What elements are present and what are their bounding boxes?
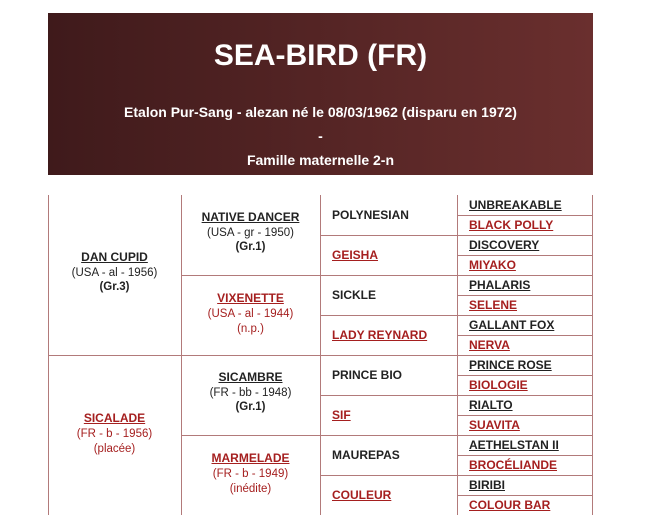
gen3-name[interactable]: MAUREPAS bbox=[332, 448, 400, 462]
gen3-name[interactable]: LADY REYNARD bbox=[332, 328, 428, 342]
gen4-cell bbox=[469, 335, 594, 355]
dam-info: (FR - b - 1956) bbox=[76, 428, 153, 440]
gen3-cell bbox=[332, 435, 457, 475]
gen4-cell bbox=[469, 355, 594, 375]
gen4-cell bbox=[469, 235, 594, 255]
gen3-cell bbox=[332, 355, 457, 395]
grandsire-paternal-info: (USA - gr - 1950) bbox=[207, 227, 294, 239]
gen4-cell bbox=[469, 195, 594, 215]
gen4-name[interactable]: SELENE bbox=[469, 298, 518, 312]
gen4-cell bbox=[469, 215, 594, 235]
gen4-name[interactable]: COLOUR BAR bbox=[469, 498, 551, 512]
gen4-name[interactable]: MIYAKO bbox=[469, 258, 516, 272]
header-separator: - bbox=[318, 128, 323, 144]
gen3-cell bbox=[332, 195, 457, 235]
horse-description: Etalon Pur-Sang - alezan né le 08/03/1962 (disparu en 1972) bbox=[124, 104, 517, 120]
gen4-name[interactable]: BIRIBI bbox=[469, 478, 505, 492]
sire-info: (USA - al - 1956) bbox=[71, 267, 158, 279]
gen4-name[interactable]: RIALTO bbox=[469, 398, 513, 412]
gen3-cell bbox=[332, 275, 457, 315]
granddam-paternal-info: (USA - al - 1944) bbox=[207, 308, 294, 320]
granddam-paternal-name[interactable]: VIXENETTE bbox=[217, 291, 284, 305]
gen4-name[interactable]: PHALARIS bbox=[469, 278, 531, 292]
gen3-cell bbox=[332, 315, 457, 355]
grandsire-maternal-info: (FR - bb - 1948) bbox=[209, 387, 292, 399]
gen4-cell bbox=[469, 395, 594, 415]
gen4-cell bbox=[469, 435, 594, 455]
gen4-name[interactable]: GALLANT FOX bbox=[469, 318, 555, 332]
gen3-cell bbox=[332, 395, 457, 435]
grandsire-paternal-rating: (Gr.1) bbox=[235, 241, 266, 253]
gen4-cell bbox=[469, 455, 594, 475]
gen4-name[interactable]: DISCOVERY bbox=[469, 238, 540, 252]
granddam-maternal-rating: (inédite) bbox=[229, 483, 272, 495]
granddam-maternal-info: (FR - b - 1949) bbox=[212, 468, 289, 480]
gen4-cell bbox=[469, 255, 594, 275]
maternal-family: Famille maternelle 2-n bbox=[246, 152, 395, 168]
gen3-name[interactable]: POLYNESIAN bbox=[332, 208, 409, 222]
gen4-name[interactable]: BLACK POLLY bbox=[469, 218, 554, 232]
gen4-name[interactable]: UNBREAKABLE bbox=[469, 198, 562, 212]
dam-cell bbox=[48, 411, 181, 455]
gen3-cell bbox=[332, 235, 457, 275]
pedigree-table bbox=[48, 195, 593, 515]
gen4-name[interactable]: BROCÉLIANDE bbox=[469, 458, 558, 472]
granddam-paternal-cell bbox=[181, 291, 320, 335]
gen4-name[interactable]: SUAVITA bbox=[469, 418, 520, 432]
gen4-name[interactable]: NERVA bbox=[469, 338, 510, 352]
gen3-name[interactable]: COULEUR bbox=[332, 488, 392, 502]
gen3-cell bbox=[332, 475, 457, 515]
sire-name[interactable]: DAN CUPID bbox=[81, 250, 148, 264]
gen3-name[interactable]: PRINCE BIO bbox=[332, 368, 403, 382]
granddam-maternal-cell bbox=[181, 451, 320, 495]
grandsire-paternal-name[interactable]: NATIVE DANCER bbox=[201, 210, 300, 224]
gen3-name[interactable]: GEISHA bbox=[332, 248, 379, 262]
gen4-cell bbox=[469, 415, 594, 435]
gen4-cell bbox=[469, 475, 594, 495]
gen4-cell bbox=[469, 495, 594, 515]
dam-rating: (placée) bbox=[93, 443, 136, 455]
gen4-cell bbox=[469, 295, 594, 315]
dam-name[interactable]: SICALADE bbox=[83, 411, 146, 425]
gen3-name[interactable]: SIF bbox=[332, 408, 351, 422]
gen4-cell bbox=[469, 375, 594, 395]
page-header bbox=[48, 13, 593, 175]
sire-rating: (Gr.3) bbox=[99, 281, 130, 293]
granddam-maternal-name[interactable]: MARMELADE bbox=[211, 451, 290, 465]
gen4-cell bbox=[469, 315, 594, 335]
gen4-name[interactable]: AETHELSTAN II bbox=[469, 438, 559, 452]
gen4-name[interactable]: PRINCE ROSE bbox=[469, 358, 552, 372]
sire-cell bbox=[48, 250, 181, 293]
gen4-cell bbox=[469, 275, 594, 295]
granddam-paternal-rating: (n.p.) bbox=[237, 323, 264, 335]
horse-title: SEA-BIRD (FR) bbox=[213, 39, 428, 72]
grandsire-maternal-name[interactable]: SICAMBRE bbox=[218, 370, 283, 384]
gen4-name[interactable]: BIOLOGIE bbox=[469, 378, 528, 392]
grandsire-paternal-cell bbox=[181, 210, 320, 253]
grandsire-maternal-rating: (Gr.1) bbox=[235, 401, 266, 413]
gen3-name[interactable]: SICKLE bbox=[332, 288, 377, 302]
grandsire-maternal-cell bbox=[181, 370, 320, 413]
